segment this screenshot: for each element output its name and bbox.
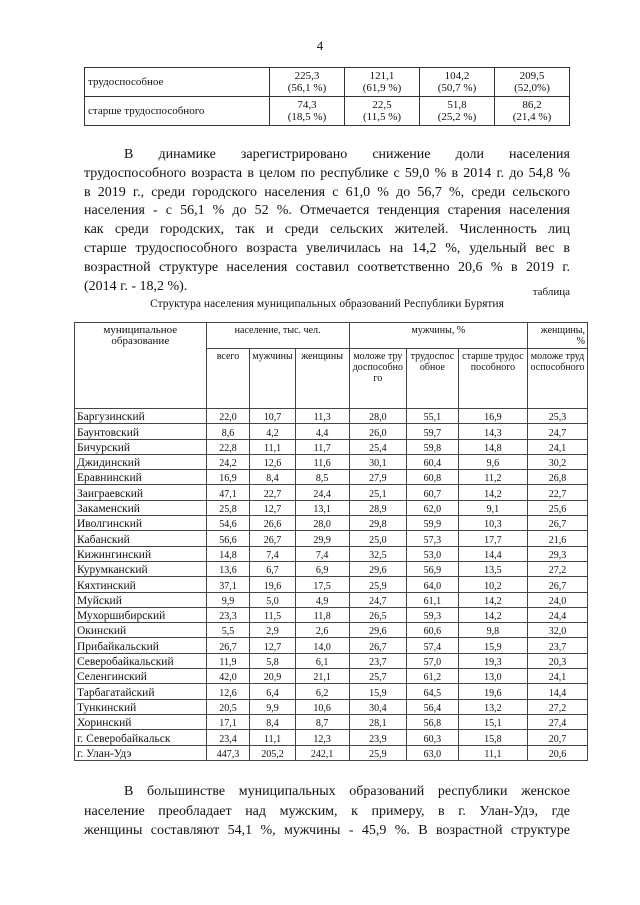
table-row <box>75 424 588 439</box>
municipality-name: Северобайкальский <box>75 653 207 668</box>
table-row <box>75 607 588 622</box>
table-cell: 19,3 <box>458 653 527 668</box>
text-line: населения - с 56,1 % до 52 %. Отмечается тенденция старения населения <box>84 203 570 219</box>
top-table-row <box>85 97 570 126</box>
header-population: население, тыс. чел. <box>206 323 349 349</box>
table-cell: 64,5 <box>407 684 459 699</box>
table-cell: 8,4 <box>250 714 295 729</box>
table-row <box>75 454 588 469</box>
table-cell: 23,7 <box>349 653 407 668</box>
table-row <box>75 730 588 745</box>
table-cell: 24,1 <box>528 669 588 684</box>
percent: (56,1 %) <box>287 82 327 94</box>
table-cell: 20,3 <box>528 653 588 668</box>
table-cell: 21,6 <box>528 531 588 546</box>
table-cell: 20,6 <box>528 745 588 760</box>
table-cell: 8,4 <box>250 470 295 485</box>
table-cell: 60,4 <box>407 454 459 469</box>
municipality-name: Джидинский <box>75 454 207 469</box>
table-cell: 28,1 <box>349 714 407 729</box>
table-cell: 28,0 <box>295 516 349 531</box>
table-cell: 59,7 <box>407 424 459 439</box>
table-caption: Структура населения муниципальных образований Республики Бурятия <box>150 298 504 310</box>
table-cell: 26,7 <box>250 531 295 546</box>
table-row <box>75 699 588 714</box>
table-cell: 24,7 <box>528 424 588 439</box>
table-cell: 20,5 <box>206 699 250 714</box>
municipality-name: Баргузинский <box>75 409 207 424</box>
municipality-name: Бичурский <box>75 439 207 454</box>
table-cell: 23,3 <box>206 607 250 622</box>
municipality-name: Селенгинский <box>75 669 207 684</box>
percent: (21,4 %) <box>512 111 552 123</box>
value: 225,3 <box>294 70 320 82</box>
table-row <box>75 669 588 684</box>
table-cell: 56,9 <box>407 561 459 576</box>
table-cell: 24,2 <box>206 454 250 469</box>
table-cell: 28,0 <box>349 409 407 424</box>
table-cell: 13,0 <box>458 669 527 684</box>
table-cell: 10,2 <box>458 577 527 592</box>
header-women: женщины, % <box>528 323 588 349</box>
value: 86,2 <box>522 99 542 111</box>
table-cell: 2,9 <box>250 623 295 638</box>
value-cell <box>420 97 495 126</box>
table-cell: 10,3 <box>458 516 527 531</box>
table-cell: 11,6 <box>295 454 349 469</box>
municipality-name: Курумканский <box>75 561 207 576</box>
municipality-name: Кяхтинский <box>75 577 207 592</box>
municipality-name: Закаменский <box>75 500 207 515</box>
table-cell: 14,8 <box>458 439 527 454</box>
table-cell: 14,4 <box>458 546 527 561</box>
table-cell: 12,6 <box>206 684 250 699</box>
table-cell: 29,6 <box>349 623 407 638</box>
municipality-name: г. Северобайкальск <box>75 730 207 745</box>
value-cell <box>345 68 420 97</box>
table-cell: 21,1 <box>295 669 349 684</box>
table-cell: 8,6 <box>206 424 250 439</box>
table-cell: 23,7 <box>528 638 588 653</box>
table-cell: 57,4 <box>407 638 459 653</box>
table-cell: 14,3 <box>458 424 527 439</box>
table-cell: 10,6 <box>295 699 349 714</box>
percent: (25,2 %) <box>437 111 477 123</box>
table-cell: 32,0 <box>528 623 588 638</box>
table-cell: 6,4 <box>250 684 295 699</box>
top-table <box>84 67 570 126</box>
table-cell: 11,1 <box>250 730 295 745</box>
header-municipal: муниципальное образование <box>75 323 207 409</box>
table-cell: 16,9 <box>206 470 250 485</box>
table-cell: 60,8 <box>407 470 459 485</box>
table-cell: 61,1 <box>407 592 459 607</box>
table-row <box>75 516 588 531</box>
table-cell: 4,4 <box>295 424 349 439</box>
table-cell: 14,0 <box>295 638 349 653</box>
table-cell: 5,5 <box>206 623 250 638</box>
text-line: (2014 г. - 18,2 %). <box>84 278 188 294</box>
table-cell: 26,7 <box>528 577 588 592</box>
table-cell: 11,1 <box>458 745 527 760</box>
table-cell: 59,8 <box>407 439 459 454</box>
table-cell: 56,8 <box>407 714 459 729</box>
table-cell: 25,7 <box>349 669 407 684</box>
table-cell: 9,1 <box>458 500 527 515</box>
table-cell: 25,9 <box>349 577 407 592</box>
table-cell: 11,3 <box>295 409 349 424</box>
table-cell: 5,0 <box>250 592 295 607</box>
table-cell: 17,5 <box>295 577 349 592</box>
table-cell: 57,3 <box>407 531 459 546</box>
table-cell: 4,2 <box>250 424 295 439</box>
text-line: в 2019 г., среди городского населения с 61,0 % до 56,7 %, среди сельского <box>84 184 570 200</box>
table-cell: 59,3 <box>407 607 459 622</box>
table-cell: 25,9 <box>349 745 407 760</box>
paragraph-2 <box>84 782 570 841</box>
table-cell: 20,9 <box>250 669 295 684</box>
percent: (52,0%) <box>514 82 550 94</box>
table-cell: 13,5 <box>458 561 527 576</box>
table-cell: 22,0 <box>206 409 250 424</box>
table-cell: 25,6 <box>528 500 588 515</box>
table-row <box>75 439 588 454</box>
table-cell: 26,7 <box>528 516 588 531</box>
subheader-men: мужчины <box>250 349 295 409</box>
table-cell: 29,6 <box>349 561 407 576</box>
table-row <box>75 592 588 607</box>
municipality-name: Баунтовский <box>75 424 207 439</box>
table-cell: 57,0 <box>407 653 459 668</box>
table-cell: 24,1 <box>528 439 588 454</box>
table-cell: 29,9 <box>295 531 349 546</box>
table-cell: 63,0 <box>407 745 459 760</box>
value-cell <box>345 97 420 126</box>
value-cell <box>495 97 570 126</box>
table-cell: 19,6 <box>458 684 527 699</box>
table-cell: 17,7 <box>458 531 527 546</box>
value: 121,1 <box>369 70 395 82</box>
municipality-name: Кабанский <box>75 531 207 546</box>
table-cell: 15,9 <box>349 684 407 699</box>
table-row <box>75 714 588 729</box>
table-row <box>75 531 588 546</box>
table-cell: 11,7 <box>295 439 349 454</box>
percent: (50,7 %) <box>437 82 477 94</box>
municipality-name: Тункинский <box>75 699 207 714</box>
table-cell: 8,5 <box>295 470 349 485</box>
text-line: население преобладает над мужским, к примеру, в г. Улан-Удэ, где <box>84 803 570 819</box>
table-row <box>75 745 588 760</box>
table-cell: 15,9 <box>458 638 527 653</box>
subheader-young: моложе трудоспособного <box>349 349 407 409</box>
table-cell: 15,8 <box>458 730 527 745</box>
table-row <box>75 623 588 638</box>
table-cell: 25,4 <box>349 439 407 454</box>
table-cell: 22,8 <box>206 439 250 454</box>
table-cell: 9,8 <box>458 623 527 638</box>
table-cell: 14,2 <box>458 485 527 500</box>
value: 22,5 <box>372 99 392 111</box>
table-cell: 447,3 <box>206 745 250 760</box>
table-cell: 29,3 <box>528 546 588 561</box>
table-cell: 27,9 <box>349 470 407 485</box>
table-cell: 242,1 <box>295 745 349 760</box>
table-cell: 27,4 <box>528 714 588 729</box>
table-row <box>75 577 588 592</box>
table-cell: 30,1 <box>349 454 407 469</box>
value: 209,5 <box>519 70 545 82</box>
table-cell: 13,1 <box>295 500 349 515</box>
table-cell: 25,3 <box>528 409 588 424</box>
municipality-name: Кижингинский <box>75 546 207 561</box>
table-cell: 25,1 <box>349 485 407 500</box>
percent: (61,9 %) <box>362 82 402 94</box>
table-cell: 26,0 <box>349 424 407 439</box>
table-cell: 37,1 <box>206 577 250 592</box>
municipality-name: Муйский <box>75 592 207 607</box>
table-cell: 7,4 <box>250 546 295 561</box>
table-cell: 13,2 <box>458 699 527 714</box>
table-cell: 5,8 <box>250 653 295 668</box>
table-row <box>75 653 588 668</box>
table-cell: 11,9 <box>206 653 250 668</box>
value: 104,2 <box>444 70 470 82</box>
paragraph-1 <box>84 146 570 296</box>
table-row <box>75 409 588 424</box>
table-cell: 6,1 <box>295 653 349 668</box>
table-cell: 205,2 <box>250 745 295 760</box>
table-row <box>75 561 588 576</box>
municipality-name: Иволгинский <box>75 516 207 531</box>
table-cell: 9,9 <box>250 699 295 714</box>
table-cell: 28,9 <box>349 500 407 515</box>
top-table-row <box>85 68 570 97</box>
municipality-name: г. Улан-Удэ <box>75 745 207 760</box>
table-cell: 11,2 <box>458 470 527 485</box>
table-cell: 8,7 <box>295 714 349 729</box>
table-cell: 59,9 <box>407 516 459 531</box>
table-cell: 32,5 <box>349 546 407 561</box>
text-line: В большинстве муниципальных образований республики женское <box>124 784 570 799</box>
table-cell: 60,7 <box>407 485 459 500</box>
municipality-name: Заиграевский <box>75 485 207 500</box>
row-label: трудоспособное <box>85 68 270 97</box>
text-line: трудоспособного возраста в целом по республике с 59,0 % в 2014 г. до 54,8 % <box>84 165 570 181</box>
table-cell: 16,9 <box>458 409 527 424</box>
municipality-name: Еравнинский <box>75 470 207 485</box>
table-cell: 24,0 <box>528 592 588 607</box>
table-cell: 24,4 <box>528 607 588 622</box>
table-cell: 30,2 <box>528 454 588 469</box>
table-cell: 9,9 <box>206 592 250 607</box>
table-cell: 23,4 <box>206 730 250 745</box>
subheader-women-young: моложе трудоспособного <box>528 349 588 409</box>
table-row <box>75 470 588 485</box>
subheader-total: всего <box>206 349 250 409</box>
municipality-name: Мухоршибирский <box>75 607 207 622</box>
table-cell: 56,4 <box>407 699 459 714</box>
subheader-working: трудоспособное <box>407 349 459 409</box>
table-cell: 26,5 <box>349 607 407 622</box>
table-cell: 4,9 <box>295 592 349 607</box>
table-cell: 24,7 <box>349 592 407 607</box>
table-row <box>75 485 588 500</box>
value: 51,8 <box>447 99 467 111</box>
value-cell <box>420 68 495 97</box>
table-cell: 19,6 <box>250 577 295 592</box>
table-cell: 15,1 <box>458 714 527 729</box>
text-line: женщины составляют 54,1 %, мужчины - 45,9 %. В возрастной структуре <box>84 823 570 838</box>
table-cell: 60,3 <box>407 730 459 745</box>
table-cell: 11,5 <box>250 607 295 622</box>
table-row <box>75 638 588 653</box>
table-cell: 60,6 <box>407 623 459 638</box>
value-cell <box>270 97 345 126</box>
table-cell: 25,0 <box>349 531 407 546</box>
table-cell: 54,6 <box>206 516 250 531</box>
table-cell: 30,4 <box>349 699 407 714</box>
municipality-name: Хоринский <box>75 714 207 729</box>
table-cell: 29,8 <box>349 516 407 531</box>
table-cell: 7,4 <box>295 546 349 561</box>
row-label: старше трудоспособного <box>85 97 270 126</box>
table-cell: 27,2 <box>528 561 588 576</box>
table-cell: 62,0 <box>407 500 459 515</box>
table-cell: 12,7 <box>250 500 295 515</box>
table-row <box>75 546 588 561</box>
table-cell: 12,7 <box>250 638 295 653</box>
page-number: 4 <box>316 38 324 53</box>
table-cell: 27,2 <box>528 699 588 714</box>
header-men: мужчины, % <box>349 323 528 349</box>
percent: (18,5 %) <box>287 111 327 123</box>
text-line: В динамике зарегистрировано снижение доли населения <box>124 147 570 162</box>
table-cell: 42,0 <box>206 669 250 684</box>
table-cell: 12,6 <box>250 454 295 469</box>
subheader-women: женщины <box>295 349 349 409</box>
table-row <box>75 684 588 699</box>
municipality-name: Тарбагатайский <box>75 684 207 699</box>
percent: (11,5 %) <box>362 111 402 123</box>
table-cell: 55,1 <box>407 409 459 424</box>
municipality-name: Прибайкальский <box>75 638 207 653</box>
table-cell: 26,8 <box>528 470 588 485</box>
table-cell: 64,0 <box>407 577 459 592</box>
table-cell: 26,7 <box>206 638 250 653</box>
value-cell <box>495 68 570 97</box>
table-cell: 14,4 <box>528 684 588 699</box>
table-cell: 6,9 <box>295 561 349 576</box>
table-cell: 2,6 <box>295 623 349 638</box>
table-cell: 23,9 <box>349 730 407 745</box>
table-row <box>75 500 588 515</box>
table-cell: 56,6 <box>206 531 250 546</box>
table-cell: 11,1 <box>250 439 295 454</box>
table-cell: 9,6 <box>458 454 527 469</box>
table-cell: 53,0 <box>407 546 459 561</box>
table-cell: 25,8 <box>206 500 250 515</box>
text-line: старше трудоспособного возраста увеличилась на 14,2 %, удельный вес в <box>84 240 570 256</box>
subheader-old: старше трудоспособного <box>458 349 527 409</box>
table-cell: 13,6 <box>206 561 250 576</box>
text-line: как среди городских, так и среди сельских жителей. Численность лиц <box>84 222 570 238</box>
table-cell: 24,4 <box>295 485 349 500</box>
table-cell: 20,7 <box>528 730 588 745</box>
table-label: таблица <box>532 286 570 298</box>
table-cell: 26,7 <box>349 638 407 653</box>
table-cell: 26,6 <box>250 516 295 531</box>
table-cell: 22,7 <box>528 485 588 500</box>
table-cell: 61,2 <box>407 669 459 684</box>
table-cell: 14,8 <box>206 546 250 561</box>
table-cell: 11,8 <box>295 607 349 622</box>
table-cell: 14,2 <box>458 607 527 622</box>
table-cell: 10,7 <box>250 409 295 424</box>
table-cell: 14,2 <box>458 592 527 607</box>
table-cell: 6,2 <box>295 684 349 699</box>
value-cell <box>270 68 345 97</box>
table-cell: 22,7 <box>250 485 295 500</box>
table-cell: 12,3 <box>295 730 349 745</box>
municipality-name: Окинский <box>75 623 207 638</box>
text-line: возрастной структуре населения составил соответственно 20,6 % в 2019 г. <box>84 259 570 275</box>
value: 74,3 <box>297 99 317 111</box>
table-cell: 47,1 <box>206 485 250 500</box>
population-structure-table <box>74 322 588 761</box>
table-cell: 17,1 <box>206 714 250 729</box>
table-cell: 6,7 <box>250 561 295 576</box>
